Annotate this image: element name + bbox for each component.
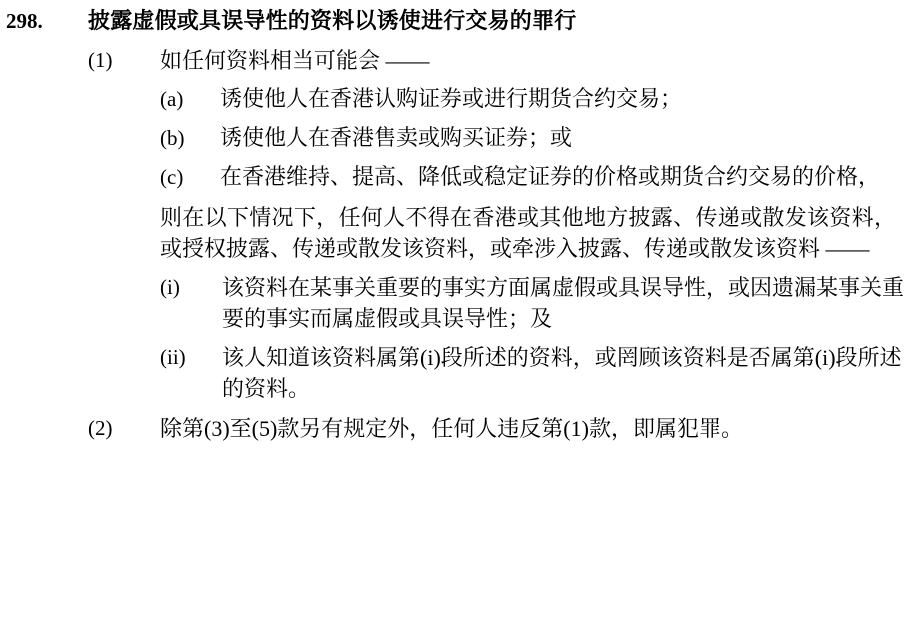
paragraph-b-marker: (b): [160, 126, 185, 150]
section-number: 298.: [6, 9, 43, 33]
paragraph-b: [0, 122, 918, 154]
subsection-2-marker: (2): [88, 416, 113, 440]
subsection-2: [0, 413, 918, 444]
paragraph-a: [0, 83, 918, 115]
paragraph-a-marker: (a): [160, 87, 184, 111]
paragraph-c: [0, 161, 918, 193]
paragraph-i-text: 该资料在某事关重要的事实方面属虚假或具误导性，或因遗漏某事关重要的事实而属虚假或具误导性；及: [222, 275, 905, 331]
section-title: 披露虚假或具误导性的资料以诱使进行交易的罪行: [88, 8, 577, 33]
paragraph-b-text: 诱使他人在香港售卖或购买证券；或: [220, 125, 573, 150]
paragraph-ii: [0, 342, 918, 404]
paragraph-c-text: 在香港维持、提高、降低或稳定证券的价格或期货合约交易的价格，: [220, 164, 881, 189]
subsection-1-continuation: 则在以下情况下，任何人不得在香港或其他地方披露、传递或散发该资料，或授权披露、传递或散发该资料，或牵涉入披露、传递或散发该资料 ——: [160, 205, 896, 261]
subsection-1-marker: (1): [88, 48, 113, 72]
subsection-1: [0, 45, 918, 76]
paragraph-a-text: 诱使他人在香港认购证券或进行期货合约交易；: [220, 86, 683, 111]
document-page: [0, 6, 918, 618]
paragraph-i: [0, 272, 918, 334]
paragraph-ii-text: 该人知道该资料属第(i)段所述的资料，或罔顾该资料是否属第(i)段所述的资料。: [222, 345, 902, 401]
paragraph-ii-marker: (ii): [160, 345, 186, 369]
subsection-1-lead: 如任何资料相当可能会 ——: [160, 48, 430, 73]
paragraph-c-marker: (c): [160, 165, 184, 189]
section-heading: [0, 6, 918, 36]
subsection-2-lead: 除第(3)至(5)款另有规定外，任何人违反第(1)款，即属犯罪。: [160, 416, 743, 441]
paragraph-i-marker: (i): [160, 275, 180, 299]
